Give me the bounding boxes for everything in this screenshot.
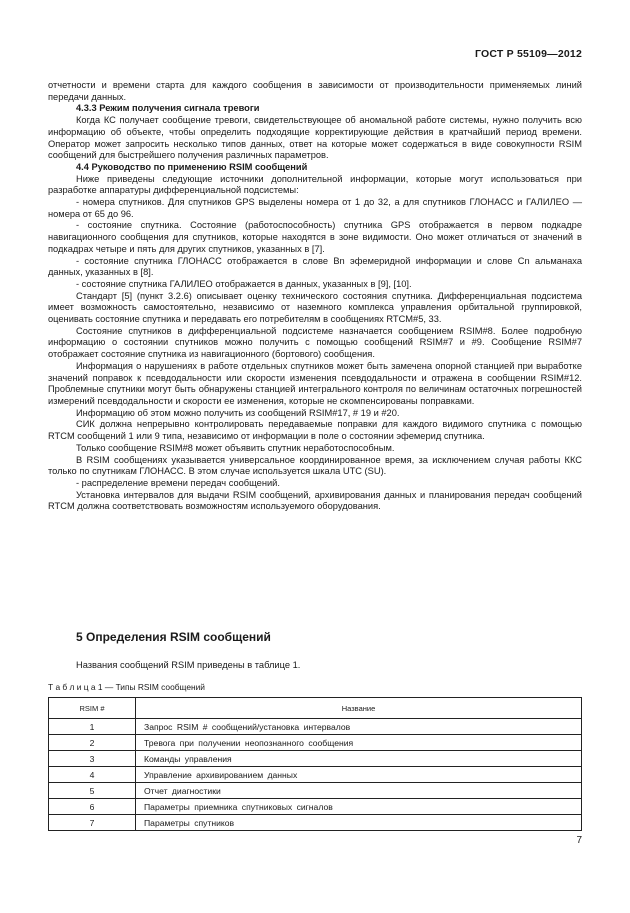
paragraph: Когда КС получает сообщение тревоги, свидетельствующее об аномальной работе системы, нужно получить всю информацию об объекте, чтобы определить подходящие корректирующие действия в кратчайший период времени. Оператор может запросить несколько типов данных, ответ на которые может содержаться в виде совокупности RSIM сообщений для быстрейшего получения различных параметров. <box>48 115 582 161</box>
paragraph: - состояние спутника ГЛОНАСС отображается в слове Вn эфемеридной информации и слове Сn альманаха данных, указанных в [8]. <box>48 255 582 278</box>
rsim-name: Управление архивированием данных <box>136 767 582 783</box>
page-number: 7 <box>576 835 582 846</box>
table-row <box>49 799 582 815</box>
rsim-number: 6 <box>49 799 136 815</box>
column-header-name: Название <box>136 698 582 719</box>
paragraph: Информация о нарушениях в работе отдельных спутников может быть замечена опорной станцией при выработке значений поправок к псевдодальности или скорости изменения псевдодальности и отражена в сообщении RSIM#12. Проблемные спутники могут быть обнаружены станцией интегрального контроля по величинам остаточных погрешностей измерений псевдодальности и скорости ее изменения, которые не скомпенсированы поправками. <box>48 360 582 406</box>
rsim-number: 1 <box>49 719 136 735</box>
paragraph: СИК должна непрерывно контролировать передаваемые поправки для каждого видимого спутника с помощью RTCM сообщений 1 или 9 типа, независимо от информации в поле о состоянии эфемерид спутника. <box>48 419 582 442</box>
paragraph: - состояние спутника ГАЛИЛЕО отображается в данных, указанных в [9], [10]. <box>76 278 412 289</box>
rsim-number: 5 <box>49 783 136 799</box>
table-intro: Названия сообщений RSIM приведены в таблице 1. <box>76 660 301 670</box>
section-heading-4-4: 4.4 Руководство по применению RSIM сообщений <box>76 161 308 172</box>
table-row <box>49 751 582 767</box>
paragraph: - состояние спутника. Состояние (работоспособность) спутника GPS отображается в первом подкадре навигационного сообщения для спутников, которые находятся в зоне видимости. Оно может отличаться от значений в подкадрах четыре и пять для других спутников, указанных в [7]. <box>48 220 582 254</box>
table-caption: Т а б л и ц а 1 — Типы RSIM сообщений <box>48 682 205 692</box>
column-header-rsim: RSIM # <box>49 698 136 719</box>
body-text <box>48 80 582 513</box>
table-row <box>49 767 582 783</box>
rsim-name: Команды управления <box>136 751 582 767</box>
paragraph: В RSIM сообщениях указывается универсальное координированное время, за исключением случая работы ККС только по спутникам ГЛОНАСС. В этом случае используется шкала UTC (SU). <box>48 454 582 477</box>
section-heading-5: 5 Определения RSIM сообщений <box>76 630 271 644</box>
rsim-name: Параметры приемника спутниковых сигналов <box>136 799 582 815</box>
rsim-number: 7 <box>49 815 136 831</box>
table-row <box>49 735 582 751</box>
paragraph: Состояние спутников в дифференциальной подсистеме назначается сообщением RSIM#8. Более подробную информацию о состоянии спутников можно получить с помощью сообщений RSIM#7 и #9. Сообщение RSIM#7 отображает состояние спутника из навигационного (бортового) сообщения. <box>48 325 582 360</box>
paragraph: - номера спутников. Для спутников GPS выделены номера от 1 до 32, а для спутников ГЛОНАСС и ГАЛИЛЕО — номера от 65 до 96. <box>48 197 582 219</box>
rsim-table <box>48 697 582 831</box>
table-row <box>49 783 582 799</box>
rsim-number: 3 <box>49 751 136 767</box>
paragraph: Информацию об этом можно получить из сообщений RSIM#17, # 19 и #20. <box>76 407 400 418</box>
rsim-number: 4 <box>49 767 136 783</box>
section-heading-4-3-3: 4.3.3 Режим получения сигнала тревоги <box>76 103 260 114</box>
paragraph: Ниже приведены следующие источники дополнительной информации, которые могут использоваться при разработке аппаратуры дифференциальной подсистемы: <box>48 173 582 196</box>
table-row <box>49 719 582 735</box>
rsim-name: Отчет диагностики <box>136 783 582 799</box>
paragraph: Только сообщение RSIM#8 может объявить спутник неработоспособным. <box>76 442 395 453</box>
rsim-name: Параметры спутников <box>144 817 235 828</box>
table-row <box>49 815 582 831</box>
rsim-name: Тревога при получении неопознанного сообщения <box>136 735 582 751</box>
paragraph: Установка интервалов для выдачи RSIM сообщений, архивирования данных и планирования передач сообщений RTCM должна соответствовать возможностям используемого оборудования. <box>48 489 582 512</box>
rsim-name: Запрос RSIM # сообщений/установка интервалов <box>136 719 582 735</box>
rsim-number: 2 <box>49 735 136 751</box>
paragraph: отчетности и времени старта для каждого сообщения в зависимости от производительности применяемых линий передачи данных. <box>48 80 582 102</box>
paragraph: Стандарт [5] (пункт 3.2.6) описывает оценку технического состояния спутника. Дифференциальная подсистема имеет возможность самостоятельно, независимо от наземного комплекса управления орбитальной группировкой, оценивать состояние спутника и передавать его потребителям в сообщениях RTCM#5, 33. <box>48 290 582 325</box>
paragraph: - распределение времени передач сообщений. <box>76 477 280 488</box>
standard-header: ГОСТ Р 55109—2012 <box>474 48 582 60</box>
table-header-row <box>49 698 582 719</box>
